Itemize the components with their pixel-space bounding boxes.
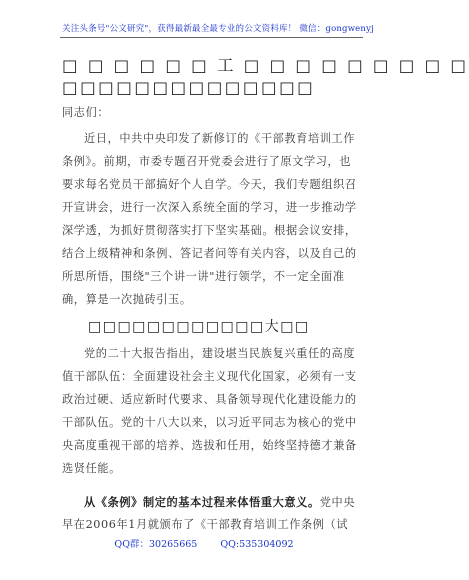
- paragraph-2-line: 干部队伍。党的十八大以来，以习近平同志为核心的党中: [62, 416, 357, 429]
- paragraph-2-line: 党的二十大报告指出，建设堪当民族复兴重任的高度: [84, 347, 356, 360]
- paragraph-3-line: [84, 494, 355, 511]
- footer-qq-group: QQ群：30265665: [114, 539, 198, 550]
- paragraph-2-line: 央高度重视干部的培养、选拔和任用，始终坚持德才兼备: [62, 439, 357, 452]
- section-heading: □□□□□□□□□□□□大□□: [88, 319, 310, 335]
- title-line-1: □ □ □ □ □ □ 工 □ □ □ □ □ □ □ □ □: [62, 56, 469, 75]
- footer-qq: QQ:535304092: [220, 539, 294, 550]
- paragraph-1-line: 结合上级精神和条例、答记者问等有关内容，以及自己的: [62, 247, 357, 260]
- paragraph-3-lead: 从《条例》制定的基本过程来体悟重大意义。: [84, 495, 320, 509]
- paragraph-1-line: 近日，中共中央印发了新修订的《干部教育培训工作: [84, 132, 356, 145]
- paragraph-1-line: 要求每名党员干部搞好个人自学。今天，我们专题组织召: [62, 178, 357, 191]
- paragraph-1-line: 条例》。前期，市委专题召开党委会进行了原文学习，也: [62, 155, 352, 168]
- paragraph-1-line: 确，算是一次抛砖引玉。: [62, 293, 192, 306]
- paragraph-2-line: 值干部队伍：全面建设社会主义现代化国家，必须有一支: [62, 370, 357, 383]
- title-line-2: □□□□□□□□□□□□□□: [62, 78, 316, 97]
- footer: [0, 536, 408, 550]
- paragraph-1-line: 深学透，为抓好贯彻落实打下坚实基础。根据会议安排，: [62, 224, 357, 237]
- header-divider: [60, 37, 363, 38]
- paragraph-2-line: 政治过硬、适应新时代要求、具备领导现代化建设能力的: [62, 393, 357, 406]
- header-banner: 关注头条号"公文研究"，获得最新最全最专业的公文资料库！ 微信：gongwenyj: [62, 24, 374, 34]
- paragraph-3-rest: 党中央: [319, 496, 356, 509]
- paragraph-2-line: 选贤任能。: [62, 462, 121, 475]
- paragraph-1-line: 所思所悟，围绕"三个讲一讲"进行领学，不一定全面准: [62, 270, 345, 283]
- greeting: 同志们：: [62, 106, 110, 119]
- paragraph-3-line: 早在2006年1月就颁布了《干部教育培训工作条例（试: [62, 518, 349, 531]
- paragraph-1-line: 开宣讲会，进行一次深入系统全面的学习，进一步推动学: [62, 201, 357, 214]
